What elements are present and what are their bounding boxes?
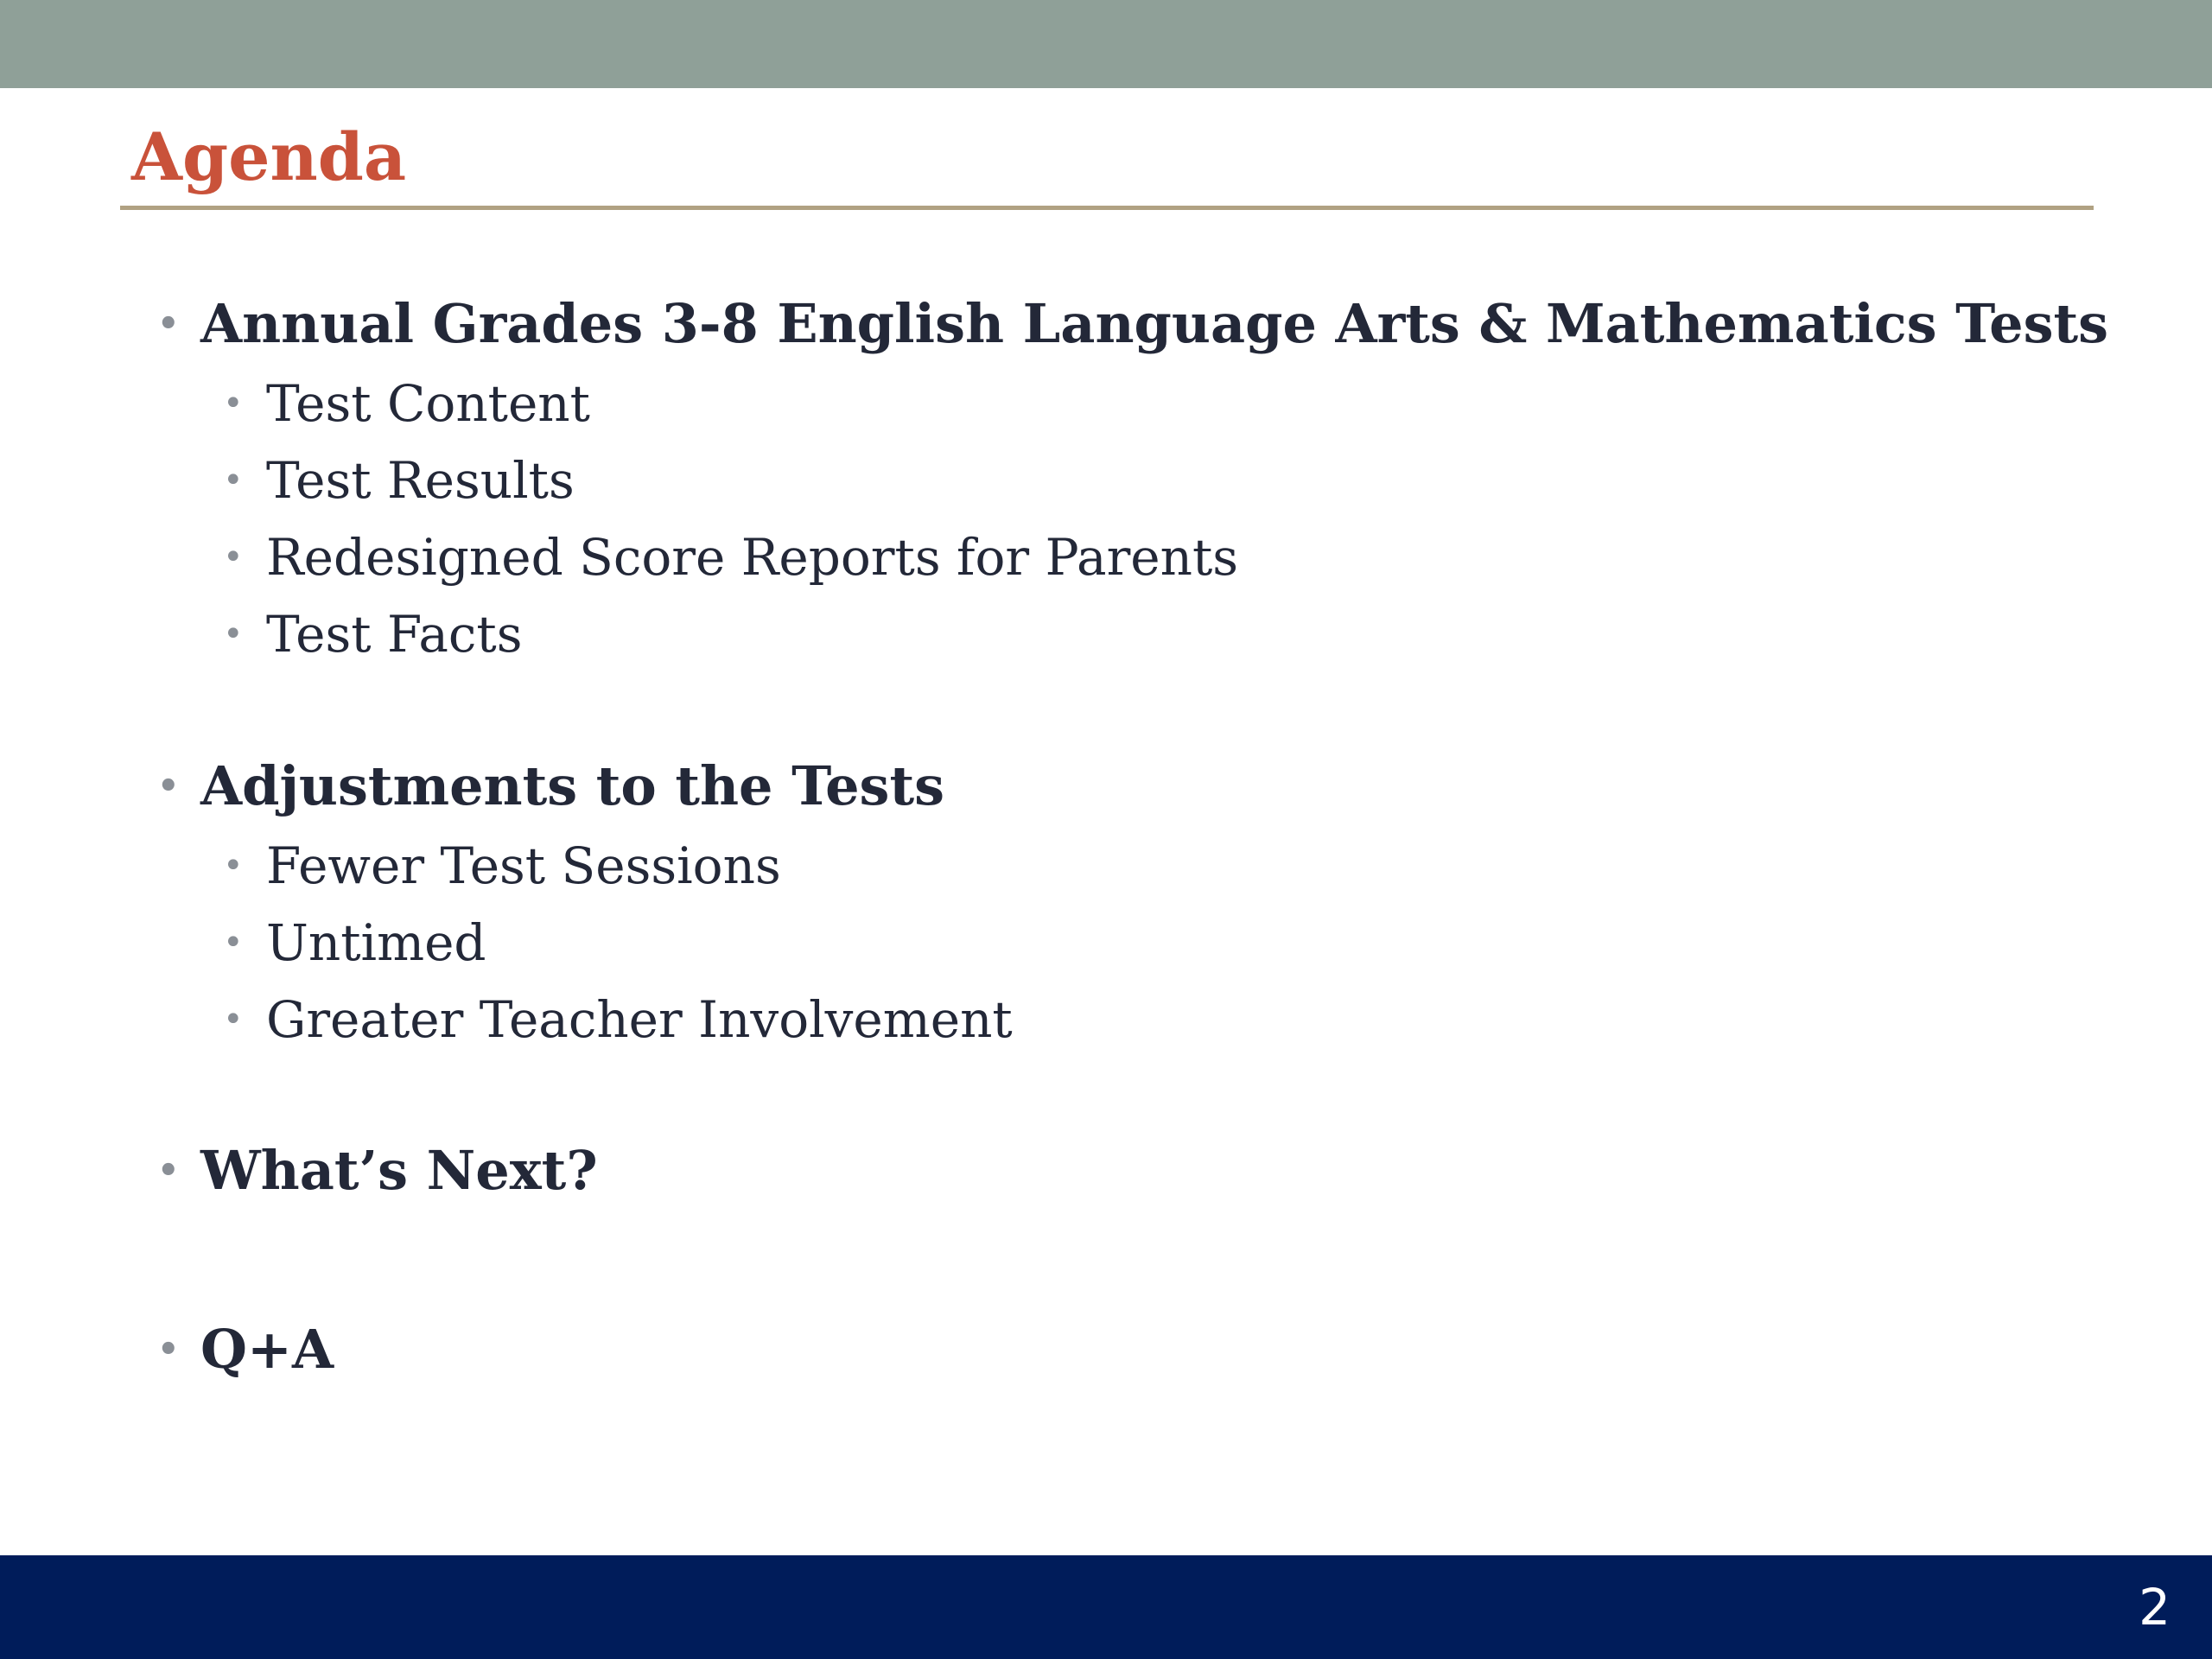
- agenda-heading: What’s Next?: [200, 1139, 598, 1202]
- bullet-icon: •: [157, 1330, 180, 1370]
- agenda-subitem-test-content: [223, 369, 590, 438]
- agenda-item-adjustments: [157, 750, 944, 823]
- bullet-icon: •: [223, 846, 244, 886]
- page-number: 2: [2139, 1578, 2171, 1637]
- agenda-subitem-label: Test Facts: [266, 605, 523, 664]
- bullet-icon: •: [223, 384, 244, 423]
- agenda-subitem-score-reports: [223, 523, 1238, 592]
- agenda-subitem-teacher-involvement: [223, 985, 1013, 1054]
- agenda-subitem-label: Fewer Test Sessions: [266, 836, 781, 895]
- agenda-item-annual-tests: [157, 288, 2108, 360]
- agenda-subitem-label: Untimed: [266, 913, 486, 972]
- bullet-icon: •: [223, 614, 244, 654]
- slide-title: Agenda: [131, 118, 407, 195]
- footer-bar: [0, 1555, 2212, 1659]
- bullet-icon: •: [157, 1151, 180, 1191]
- agenda-subitem-fewer-sessions: [223, 831, 781, 900]
- title-divider: [120, 206, 2094, 210]
- agenda-item-whats-next: [157, 1135, 598, 1207]
- top-banner: [0, 0, 2212, 88]
- bullet-icon: •: [223, 923, 244, 963]
- bullet-icon: •: [223, 1000, 244, 1039]
- bullet-icon: •: [223, 461, 244, 500]
- agenda-subitem-untimed: [223, 908, 486, 977]
- agenda-subitem-test-facts: [223, 600, 522, 669]
- agenda-item-qa: [157, 1313, 334, 1386]
- bullet-icon: •: [157, 766, 180, 806]
- agenda-subitem-label: Test Results: [266, 451, 575, 510]
- agenda-subitem-label: Redesigned Score Reports for Parents: [266, 528, 1239, 587]
- agenda-subitem-label: Greater Teacher Involvement: [266, 990, 1013, 1049]
- agenda-subitem-label: Test Content: [266, 374, 590, 433]
- bullet-icon: •: [157, 304, 180, 344]
- agenda-subitem-test-results: [223, 446, 575, 515]
- bullet-icon: •: [223, 537, 244, 577]
- agenda-heading: Adjustments to the Tests: [200, 754, 945, 817]
- agenda-heading: Annual Grades 3-8 English Language Arts & Mathematics Tests: [200, 292, 2109, 355]
- agenda-heading: Q+A: [200, 1318, 334, 1381]
